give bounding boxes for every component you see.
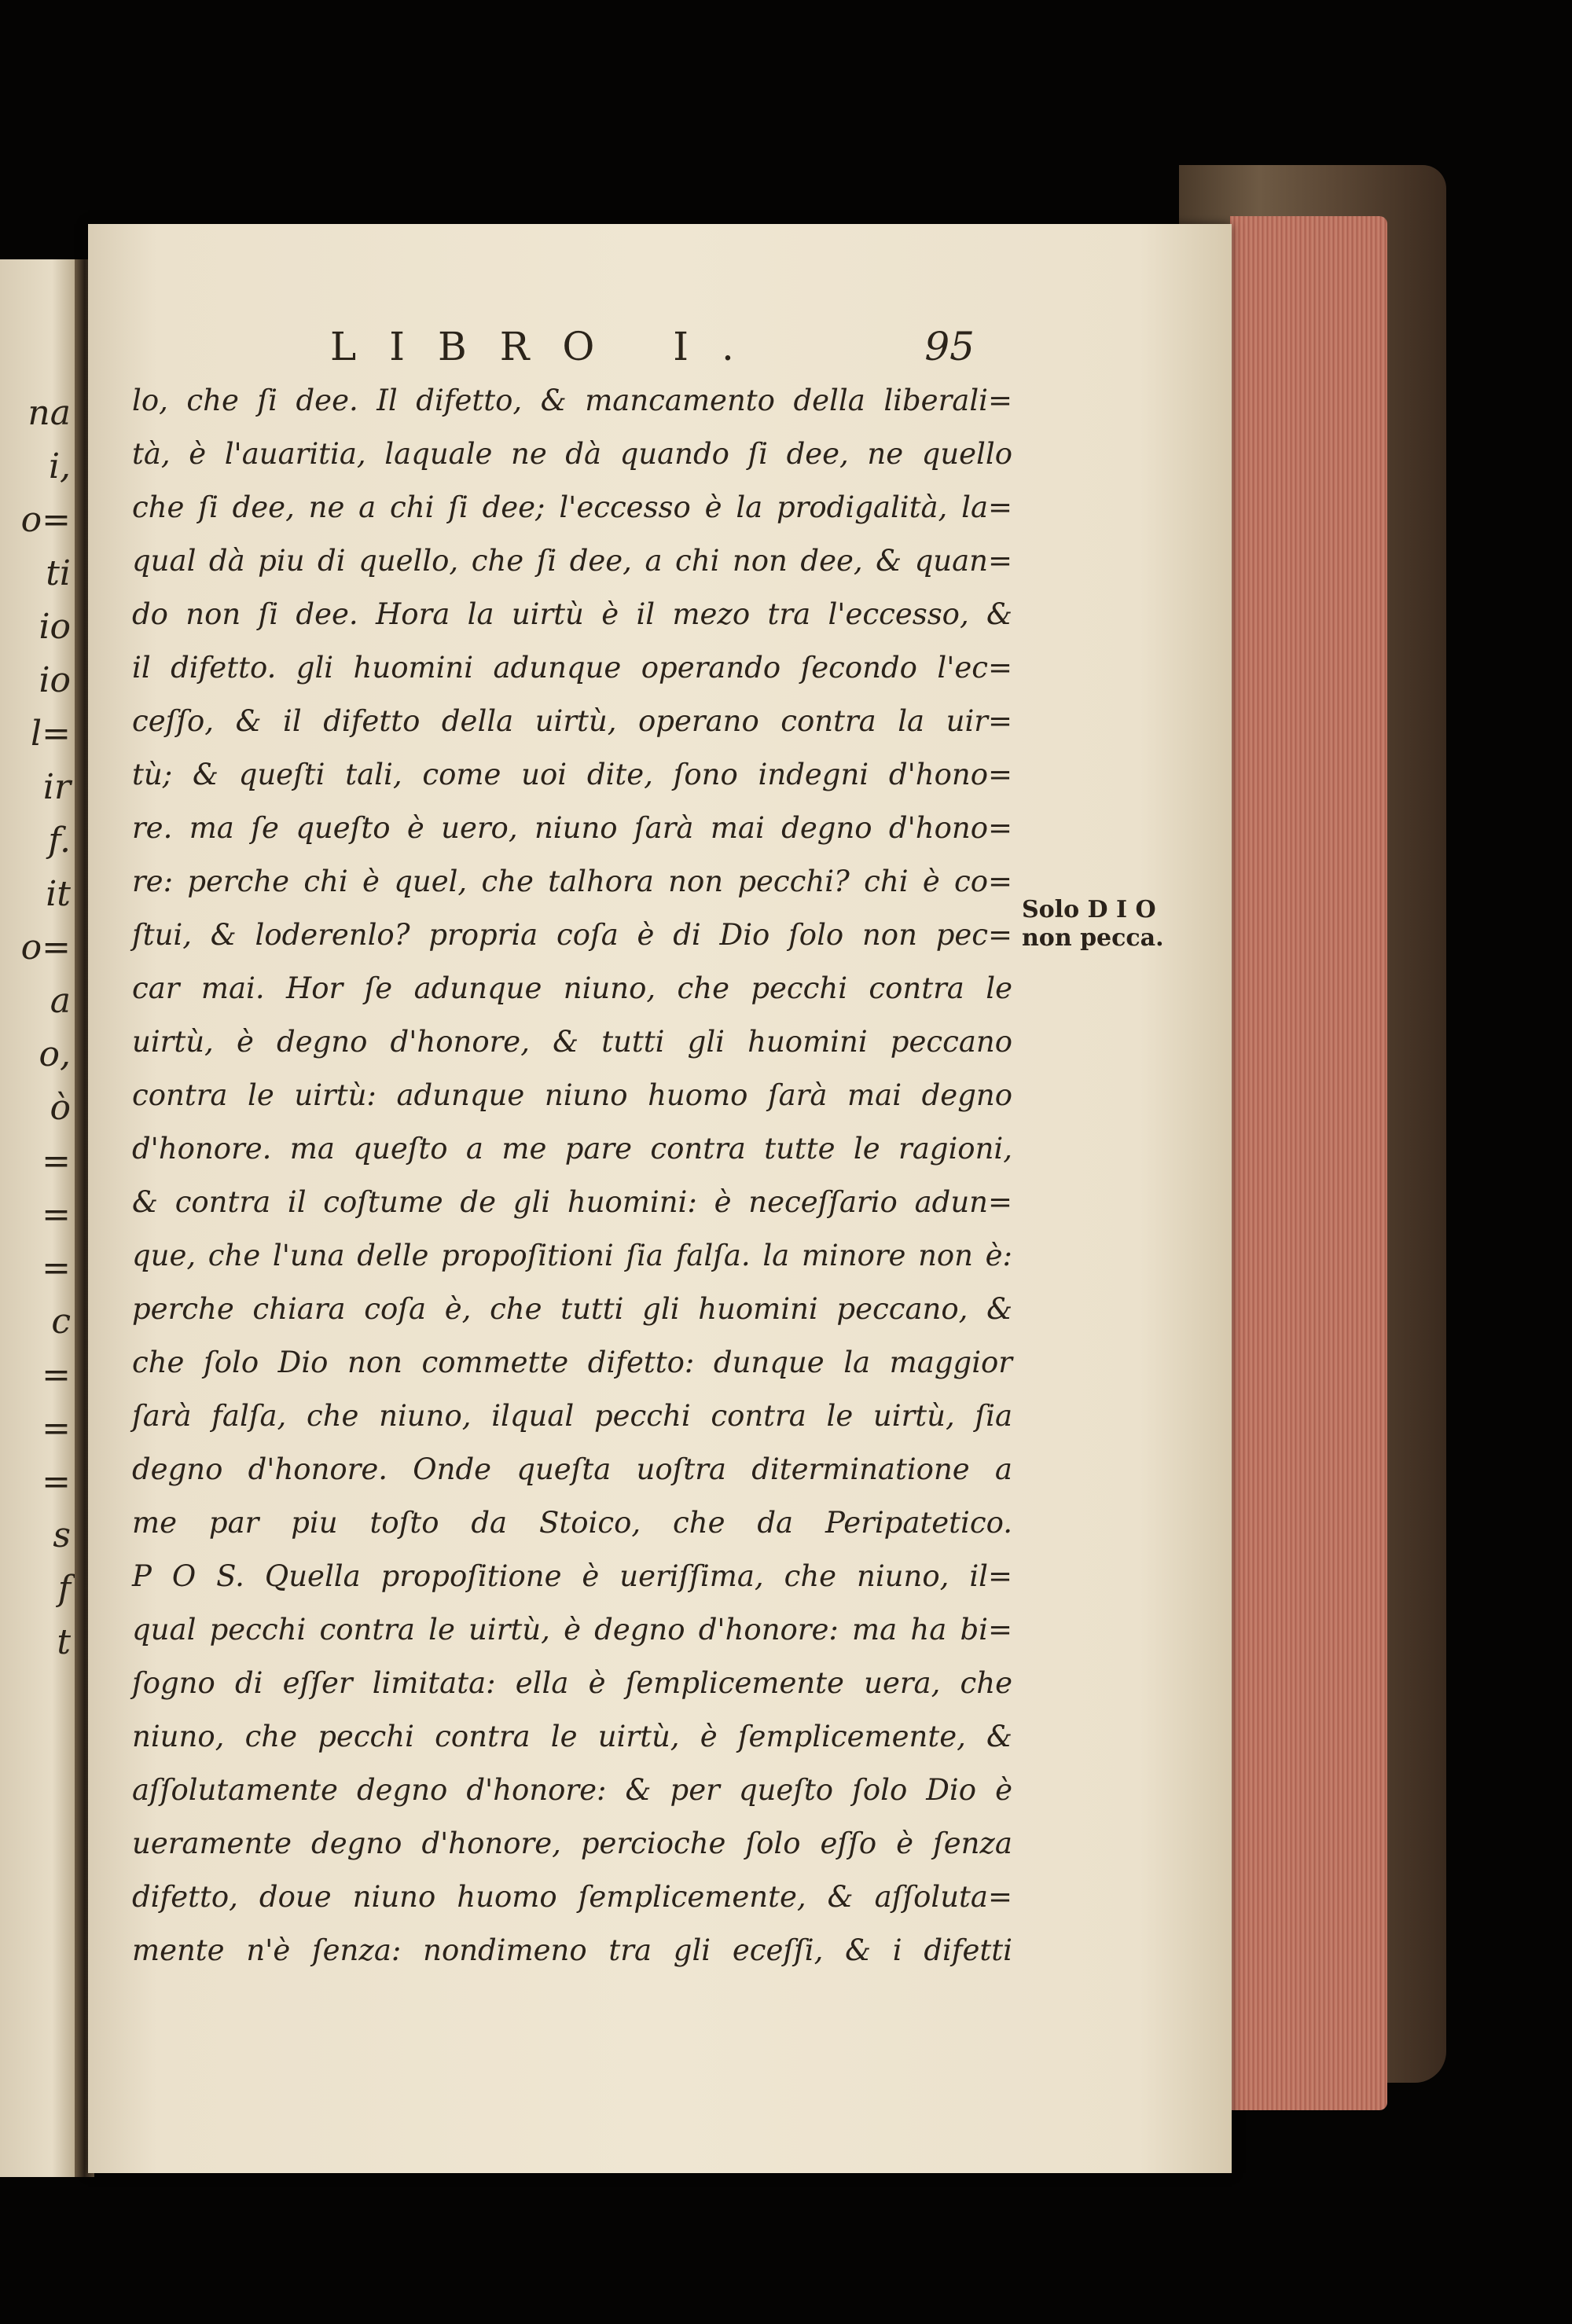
left-page-fragment: f (57, 1569, 71, 1609)
marginal-note-line: Solo D I O (1022, 896, 1156, 923)
text-line: difetto, doue niuno huomo ſemplicemente, & aſſoluta= (132, 1880, 1012, 1914)
text-line: car mai. Hor ſe adunque niuno, che pecchi contra le (132, 971, 1012, 1005)
text-line: tù; & queſti tali, come uoi dite, ſono indegni d'hono= (132, 758, 1012, 791)
running-head (330, 324, 975, 379)
left-page-fragment: o= (20, 927, 71, 967)
text-line: me par piu toſto da Stoico, che da Peripatetico. (132, 1506, 1012, 1540)
text-line: ceſſo, & il difetto della uirtù, operano contra la uir= (132, 704, 1012, 738)
marginal-note (1022, 896, 1179, 953)
left-page-fragment: a (50, 981, 71, 1021)
text-line: qual pecchi contra le uirtù, è degno d'honore: ma ha bi= (132, 1613, 1012, 1647)
left-page-fragment: it (46, 874, 71, 914)
text-line: & contra il coſtume de gli huomini: è neceſſario adun= (132, 1185, 1012, 1219)
left-page-fragment: c (51, 1302, 71, 1342)
text-line: degno d'honore. Onde queſta uoſtra diterminatione a (132, 1452, 1012, 1486)
left-page (0, 259, 75, 2177)
text-line: mente n'è ſenza: nondimeno tra gli eceſſi, & i difetti (132, 1933, 1012, 1967)
left-page-fragment: na (28, 393, 71, 433)
text-line: ſogno di eſſer limitata: ella è ſemplicemente uera, che (132, 1666, 1012, 1700)
text-line: d'honore. ma queſto a me pare contra tutte le ragioni, (132, 1132, 1012, 1166)
left-page-fragment: = (42, 1248, 71, 1288)
text-line: contra le uirtù: adunque niuno huomo ſarà mai degno (132, 1078, 1012, 1112)
text-line: re. ma ſe queſto è uero, niuno ſarà mai degno d'hono= (132, 811, 1012, 845)
text-line: il difetto. gli huomini adunque operando ſecondo l'ec= (132, 651, 1012, 685)
left-page-fragment: = (42, 1141, 71, 1181)
text-line: niuno, che pecchi contra le uirtù, è ſemplicemente, & (132, 1720, 1012, 1753)
left-page-fragment: o, (39, 1034, 71, 1074)
text-line: lo, che ſi dee. Il difetto, & mancamento della liberali= (132, 384, 1012, 417)
left-page-fragment: s (53, 1515, 71, 1555)
text-line: ſtui, & loderenlo? propria coſa è di Dio ſolo non pec= (132, 918, 1012, 952)
left-page-fragment: l= (31, 714, 71, 754)
left-page-fragment: = (42, 1355, 71, 1395)
page-number: 95 (924, 324, 975, 369)
header-title: LIBRO I. (330, 324, 767, 369)
left-page-fragment: = (42, 1195, 71, 1235)
text-line: aſſolutamente degno d'honore: & per queſto ſolo Dio è (132, 1773, 1012, 1807)
text-line: tà, è l'auaritia, laquale ne dà quando ſi dee, ne quello (132, 437, 1012, 471)
left-page-fragment: o= (20, 500, 71, 540)
left-page-fragment: i, (48, 446, 71, 486)
text-line: uirtù, è degno d'honore, & tutti gli huomini peccano (132, 1025, 1012, 1059)
left-page-fragment: ir (42, 767, 71, 807)
text-line: P O S. Quella propoſitione è ueriſſima, che niuno, il= (132, 1559, 1012, 1593)
left-page-fragment: t (57, 1622, 71, 1662)
text-line: perche chiara coſa è, che tutti gli huomini peccano, & (132, 1292, 1012, 1326)
text-line: che ſi dee, ne a chi ſi dee; l'eccesso è la prodigalità, la= (132, 490, 1012, 524)
page-edges (1230, 216, 1387, 2110)
left-page-fragment: ti (46, 553, 71, 593)
text-line: re: perche chi è quel, che talhora non pecchi? chi è co= (132, 865, 1012, 898)
text-line: ſarà falſa, che niuno, ilqual pecchi contra le uirtù, ſia (132, 1399, 1012, 1433)
left-page-fragment: io (39, 660, 71, 700)
text-line: qual dà piu di quello, che ſi dee, a chi non dee, & quan= (132, 544, 1012, 578)
left-page-fragment: = (42, 1408, 71, 1448)
left-page-fragment: ò (50, 1088, 71, 1128)
left-page-fragment: f. (48, 821, 71, 861)
left-page-fragment: io (39, 607, 71, 647)
text-line: que, che l'una delle propoſitioni ſia falſa. la minore non è: (132, 1239, 1012, 1272)
body-text (132, 374, 1012, 1977)
text-line: ueramente degno d'honore, percioche ſolo eſſo è ſenza (132, 1827, 1012, 1860)
marginal-note-line: non pecca. (1022, 924, 1164, 952)
text-line: do non ſi dee. Hora la uirtù è il mezo tra l'eccesso, & (132, 597, 1012, 631)
text-line: che ſolo Dio non commette difetto: dunque la maggior (132, 1346, 1012, 1379)
left-page-fragment: = (42, 1462, 71, 1502)
